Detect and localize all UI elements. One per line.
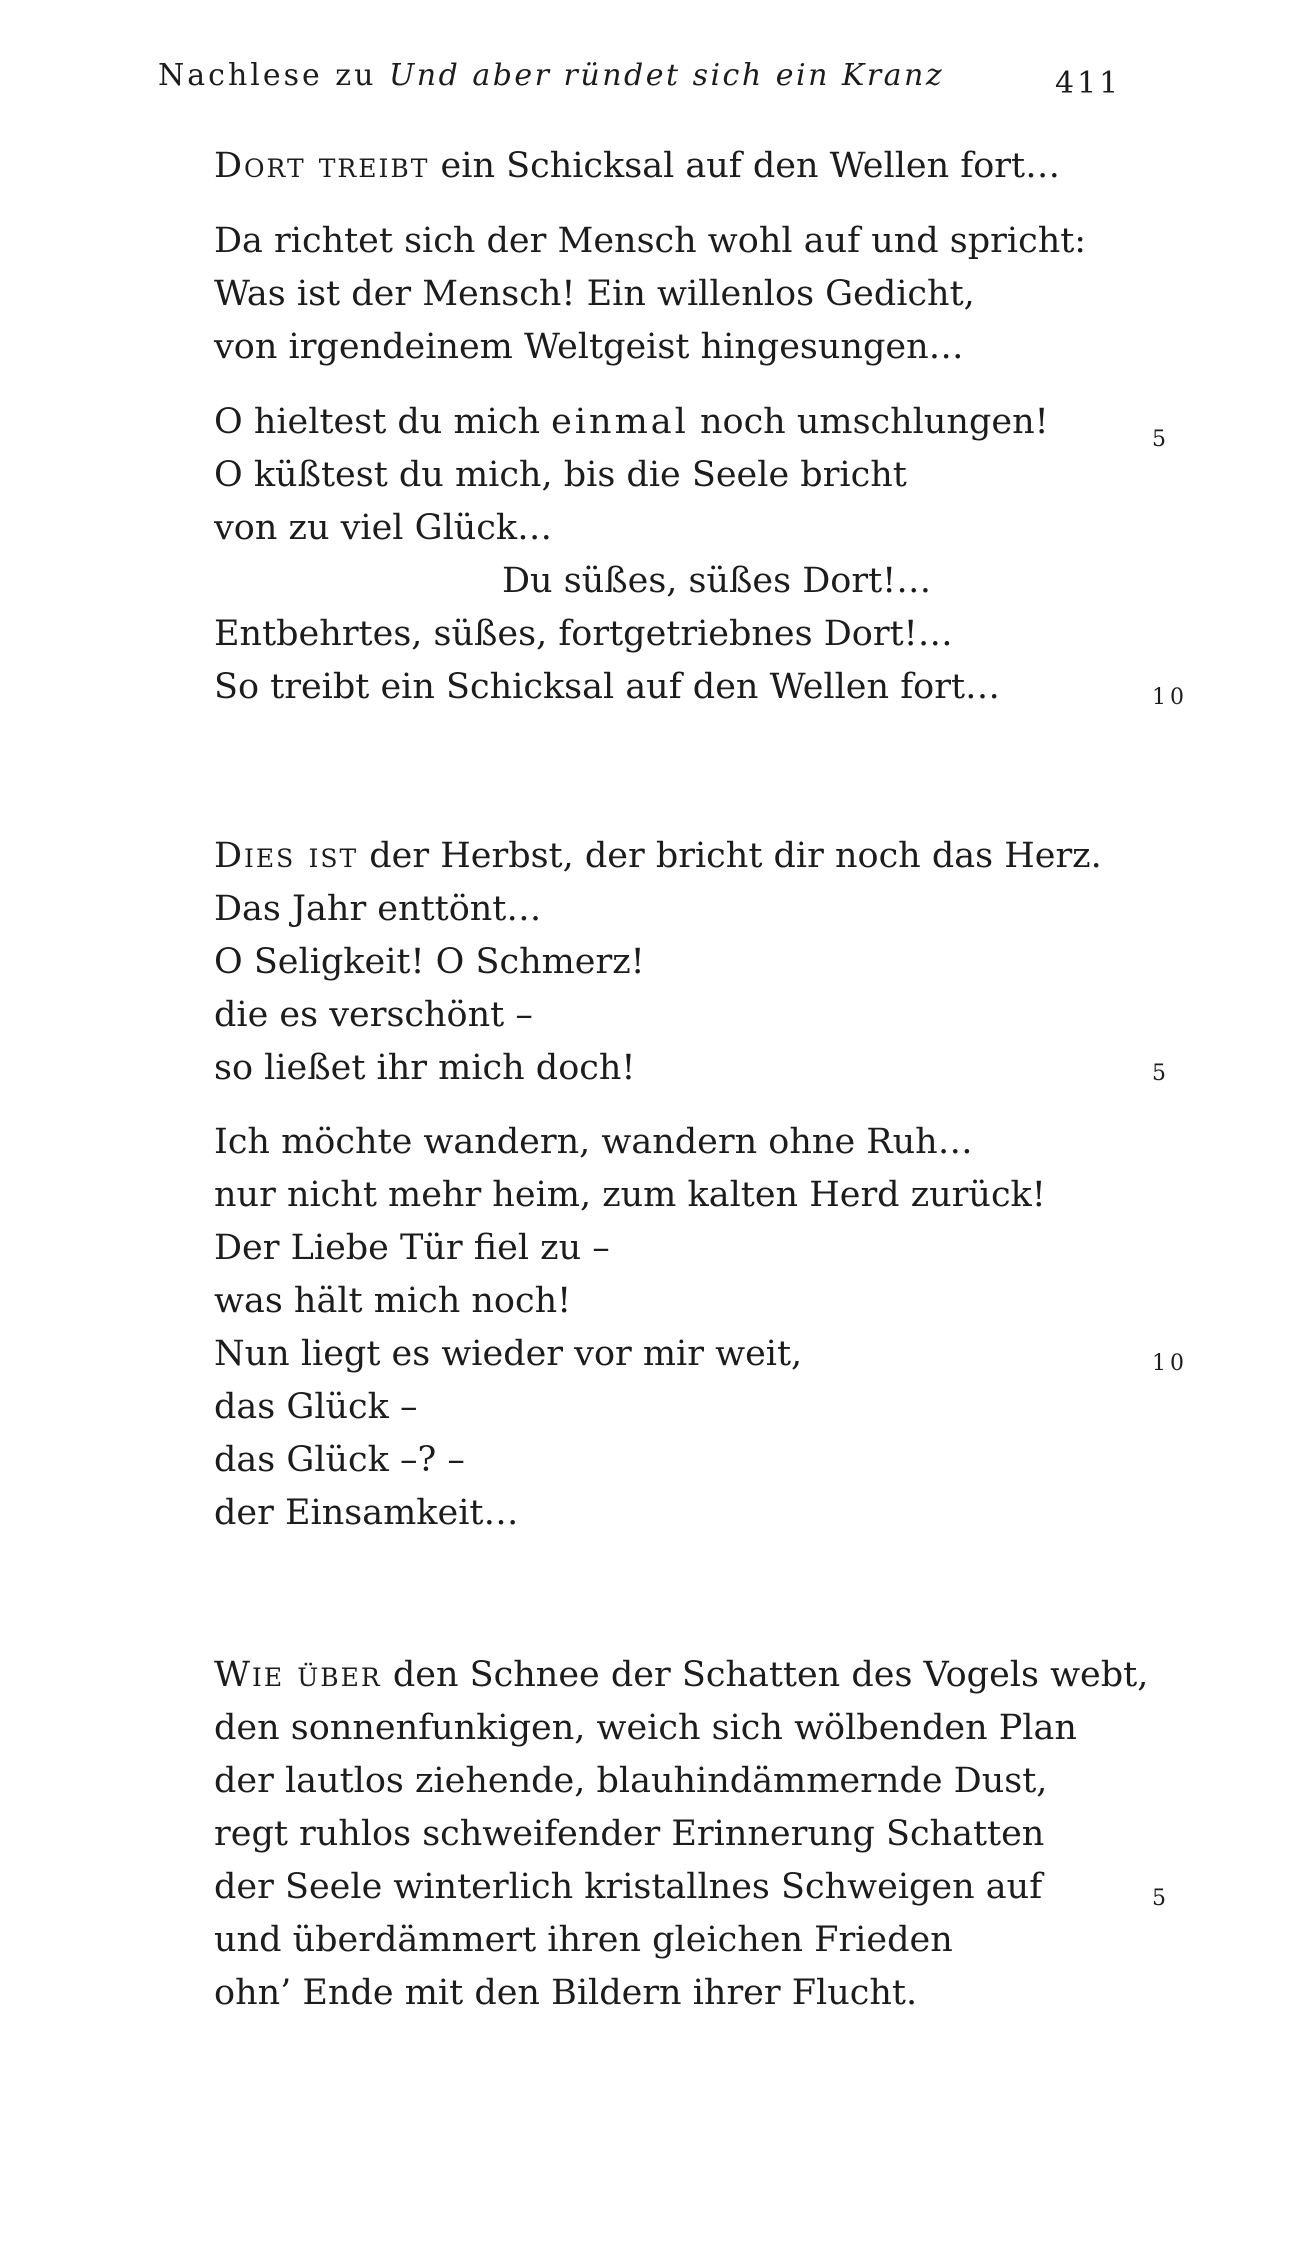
line-number: 5 bbox=[1152, 1886, 1170, 1911]
poem-line: regt ruhlos schweifender Erinnerung Schatten bbox=[214, 1814, 1045, 1854]
poem-line: die es verschönt – bbox=[214, 995, 533, 1035]
poem-line: von irgendeinem Weltgeist hingesungen… bbox=[214, 327, 964, 367]
poem-line: von zu viel Glück… bbox=[214, 508, 553, 548]
poem-line: der lautlos ziehende, blauhindämmernde Dust, bbox=[214, 1761, 1048, 1801]
line-number: 10 bbox=[1152, 685, 1188, 710]
incipit-small-caps: Dort treibt bbox=[214, 146, 430, 186]
page-number: 411 bbox=[1055, 66, 1122, 101]
running-head-prefix: Nachlese zu bbox=[158, 58, 377, 93]
poem-line: nur nicht mehr heim, zum kalten Herd zurück! bbox=[214, 1175, 1046, 1215]
poem-line: was hält mich noch! bbox=[214, 1281, 572, 1321]
poem-line: Entbehrtes, süßes, fortgetriebnes Dort!… bbox=[214, 614, 953, 654]
poem-line: Der Liebe Tür fiel zu – bbox=[214, 1228, 610, 1268]
poem-line: Nun liegt es wieder vor mir weit, bbox=[214, 1334, 803, 1374]
poem-line: Was ist der Mensch! Ein willenlos Gedicht, bbox=[214, 274, 975, 314]
line-number: 5 bbox=[1152, 1061, 1170, 1086]
emphasis-spaced: einmal bbox=[551, 402, 689, 442]
poem-line: O küßtest du mich, bis die Seele bricht bbox=[214, 455, 907, 495]
incipit-small-caps: Wie über bbox=[214, 1655, 382, 1695]
incipit-small-caps: Dies ist bbox=[214, 836, 359, 876]
poem-line: Ich möchte wandern, wandern ohne Ruh… bbox=[214, 1122, 973, 1162]
running-head bbox=[158, 58, 944, 93]
poem-line: den sonnenfunkigen, weich sich wölbenden Plan bbox=[214, 1708, 1077, 1748]
poem-line: O Seligkeit! O Schmerz! bbox=[214, 942, 645, 982]
poem-line: Da richtet sich der Mensch wohl auf und spricht: bbox=[214, 221, 1087, 261]
poem-line: und überdämmert ihren gleichen Frieden bbox=[214, 1920, 953, 1960]
line-number: 5 bbox=[1152, 427, 1170, 452]
poem-line: Du süßes, süßes Dort!… bbox=[502, 561, 932, 601]
running-head-title: Und aber ründet sich ein Kranz bbox=[388, 58, 945, 93]
poem-line: Dort treibt ein Schicksal auf den Wellen fort… bbox=[214, 146, 1061, 186]
poem-line: So treibt ein Schicksal auf den Wellen fort… bbox=[214, 667, 1001, 707]
poem-line: das Glück –? – bbox=[214, 1440, 465, 1480]
poem-line: der Einsamkeit… bbox=[214, 1493, 519, 1533]
poem-line: das Glück – bbox=[214, 1387, 418, 1427]
poem-line: Das Jahr enttönt… bbox=[214, 889, 542, 929]
poem-line: so ließet ihr mich doch! bbox=[214, 1048, 636, 1088]
poem-line: Dies ist der Herbst, der bricht dir noch das Herz. bbox=[214, 836, 1102, 876]
line-number: 10 bbox=[1152, 1351, 1188, 1376]
poem-line: Wie über den Schnee der Schatten des Vogels webt, bbox=[214, 1655, 1149, 1695]
poem-line: ohn’ Ende mit den Bildern ihrer Flucht. bbox=[214, 1973, 918, 2013]
poem-line: O hieltest du mich einmal noch umschlungen! bbox=[214, 402, 1049, 442]
poem-line: der Seele winterlich kristallnes Schweigen auf bbox=[214, 1867, 1043, 1907]
